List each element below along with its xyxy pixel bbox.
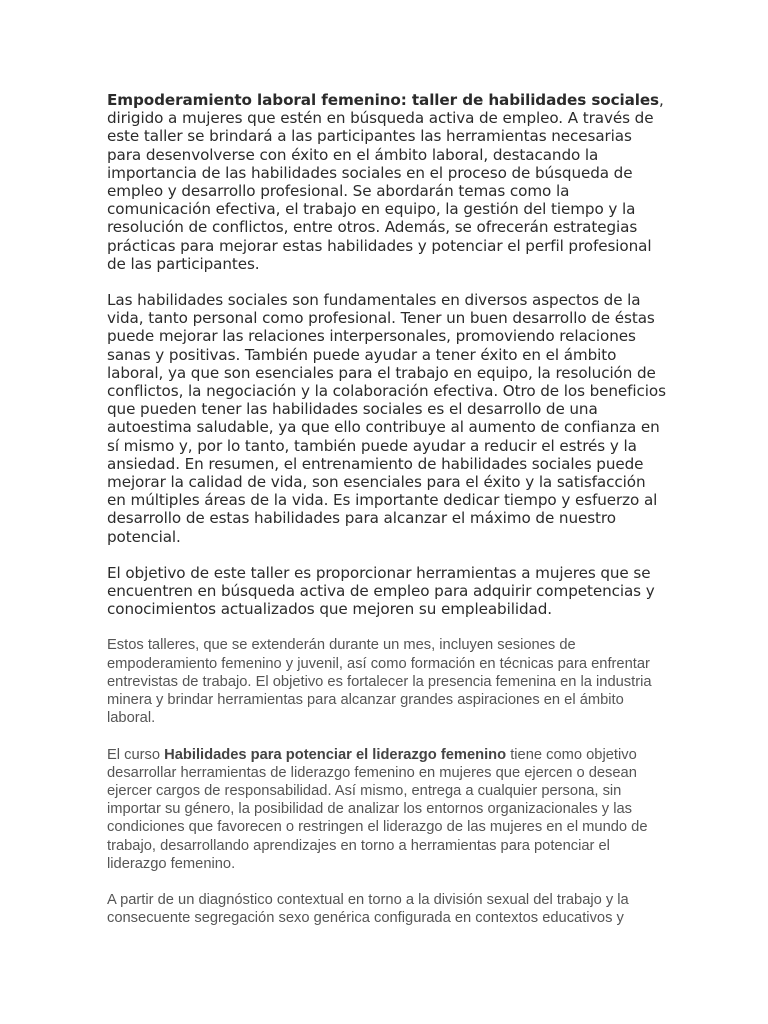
workshops-paragraph: Estos talleres, que se extenderán durante un mes, incluyen sesiones de empoderamiento femenino y juvenil, así como formación en técnicas para enfrentar entrevistas de trabajo. El objetivo es fortalecer la presencia femenina en la industria minera y brindar herramientas para alcanzar grandes aspiraciones en el ámbito laboral. [107, 637, 652, 727]
intro-paragraph [107, 91, 667, 273]
social-skills-paragraph: Las habilidades sociales son fundamentales en diversos aspectos de la vida, tanto personal como profesional. Tener un buen desarrollo de éstas puede mejorar las relaciones interpersonales, promoviendo relaciones sanas y positivas. También puede ayudar a tener éxito en el ámbito laboral, ya que son esenciales para el trabajo en equipo, la resolución de conflictos, la negociación y la colaboración efectiva. Otro de los beneficios que pueden tener las habilidades sociales es el desarrollo de una autoestima saludable, ya que ello contribuye al aumento de confianza en sí mismo y, por lo tanto, también puede ayudar a reducir el estrés y la ansiedad. En resumen, el entrenamiento de habilidades sociales puede mejorar la calidad de vida, son esenciales para el éxito y la satisfacción en múltiples áreas de la vida. Es importante dedicar tiempo y esfuerzo al desarrollo de estas habilidades para alcanzar el máximo de nuestro potencial. [107, 291, 666, 546]
course-intro: El curso [107, 746, 165, 763]
document-body [107, 91, 667, 945]
course-title: Habilidades para potenciar el liderazgo femenino [164, 746, 507, 763]
course-paragraph [107, 746, 667, 873]
objective-paragraph: El objetivo de este taller es proporcionar herramientas a mujeres que se encuentren en búsqueda activa de empleo para adquirir competencias y conocimientos actualizados que mejoren su empleabilidad. [107, 563, 655, 619]
workshop-title: Empoderamiento laboral femenino: taller de habilidades sociales [107, 91, 659, 109]
diagnostic-paragraph: A partir de un diagnóstico contextual en torno a la división sexual del trabajo y la consecuente segregación sexo genérica configurada en contextos educativos y [107, 891, 629, 927]
intro-text: , dirigido a mujeres que estén en búsqueda activa de empleo. A través de este taller se brindará a las participantes las herramientas necesarias para desenvolverse con éxito en el ámbito laboral, destacando la importancia de las habilidades sociales en el proceso de búsqueda de empleo y desarrollo profesional. Se abordarán temas como la comunicación efectiva, el trabajo en equipo, la gestión del tiempo y la resolución de conflictos, entre otros. Además, se ofrecerán estrategias prácticas para mejorar estas habilidades y potenciar el perfil profesional de las participantes. [107, 91, 664, 273]
course-text: tiene como objetivo desarrollar herramientas de liderazgo femenino en mujeres que ejercen o desean ejercer cargos de responsabilidad. Así mismo, entrega a cualquier persona, sin importar su género, la posibilidad de analizar los entornos organizacionales y las condiciones que favorecen o restringen el liderazgo de las mujeres en el mundo de trabajo, desarrollando aprendizajes en torno a herramientas para potenciar el liderazgo femenino. [107, 746, 648, 872]
